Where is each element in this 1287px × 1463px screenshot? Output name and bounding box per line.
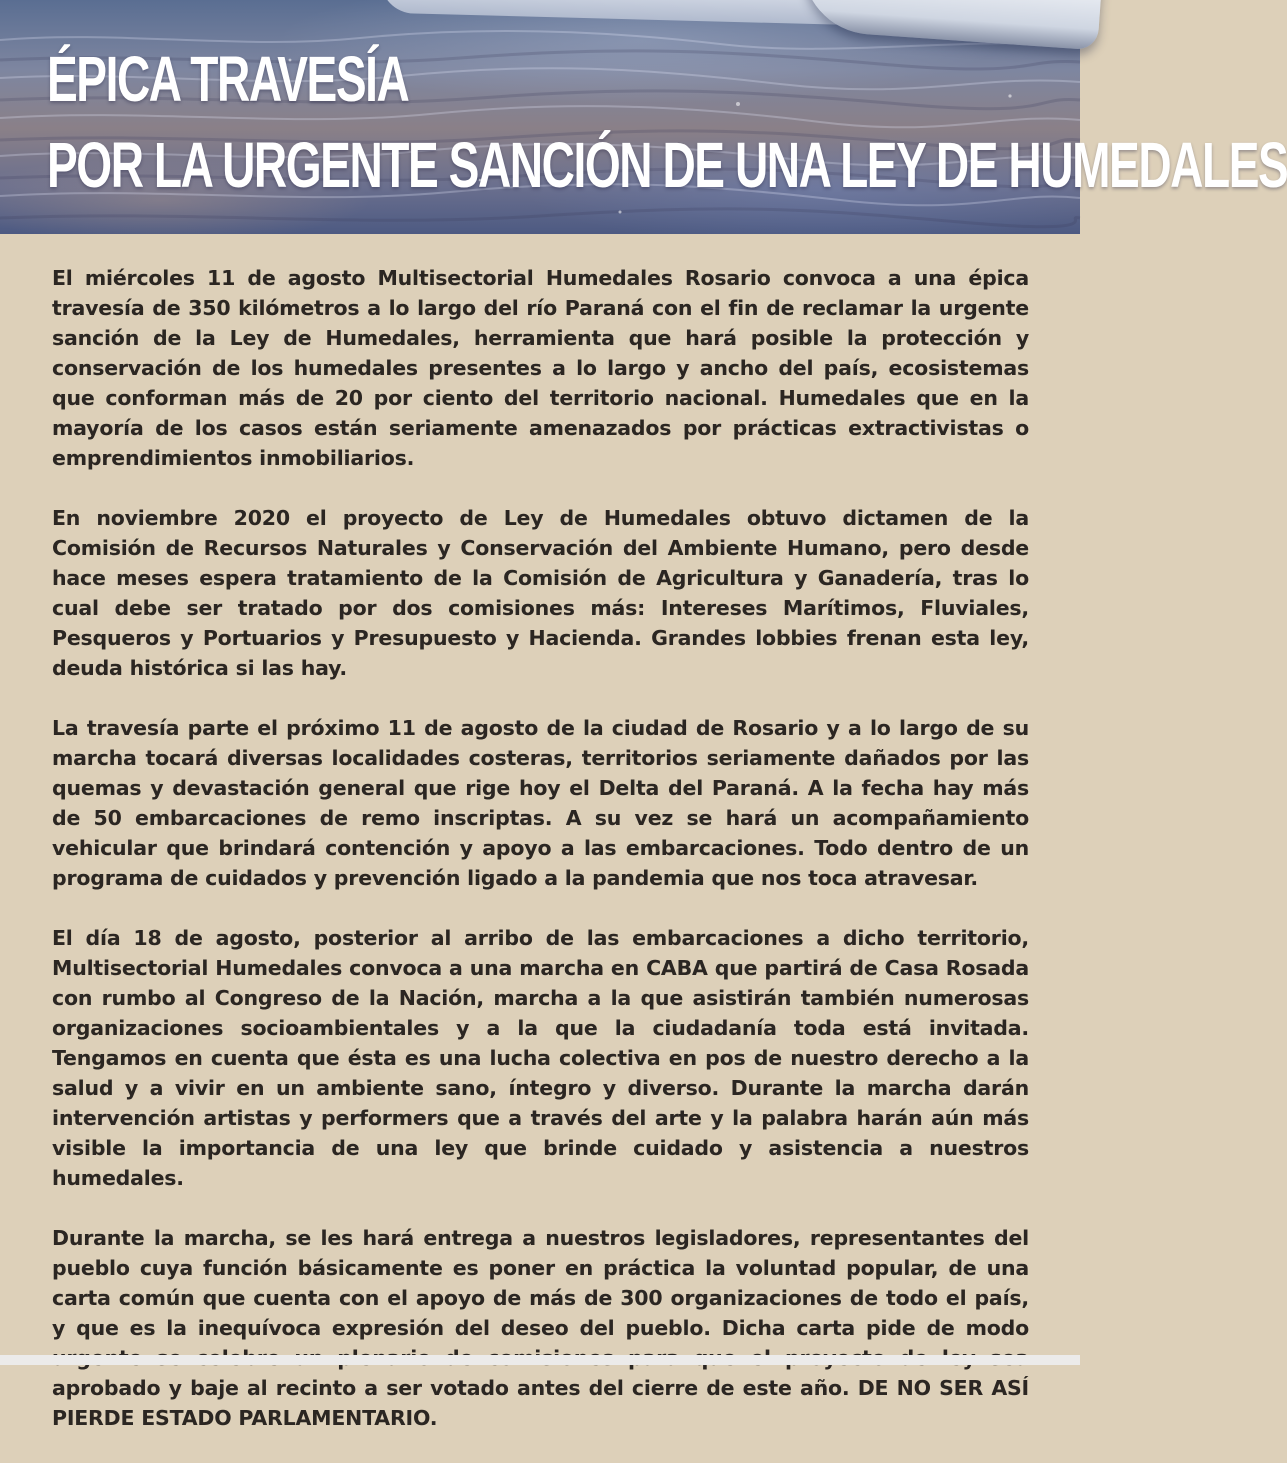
bottom-divider: [0, 1355, 1080, 1365]
paragraph-2: En noviembre 2020 el proyecto de Ley de Humedales obtuvo dictamen de la Comisión de Recursos Naturales y Conservación del Ambiente Humano, pero desde hace meses espera tratamiento de la Comisión de Agricultura y Ganadería, tras lo cual debe ser tratado por dos comisiones más: Intereses Marítimos, Fluviales, Pesqueros y Portuarios y Presupuesto y Hacienda. Grandes lobbies frenan esta ley, deuda histórica si las hay.: [52, 506, 1029, 680]
paragraph-3: La travesía parte el próximo 11 de agosto de la ciudad de Rosario y a lo largo de su marcha tocará diversas localidades costeras, territorios seriamente dañados por las quemas y devastación general que rige hoy el Delta del Paraná. A la fecha hay más de 50 embarcaciones de remo inscriptas. A su vez se hará un acompañamiento vehicular que brindará contención y apoyo a las embarcaciones. Todo dentro de un programa de cuidados y prevención ligado a la pandemia que nos toca atravesar.: [52, 716, 1029, 890]
paragraph-4: El día 18 de agosto, posterior al arribo de las embarcaciones a dicho territorio, Multisectorial Humedales convoca a una marcha en CABA que partirá de Casa Rosada con rumbo al Congreso de la Nación, marcha a la que asistirán también numerosas organizaciones socioambientales y a la que la ciudadanía toda está invitada. Tengamos en cuenta que ésta es una lucha colectiva en pos de nuestro derecho a la salud y a vivir en un ambiente sano, íntegro y diverso. Durante la marcha darán intervención artistas y performers que a través del arte y la palabra harán aún más visible la importancia de una ley que brinde cuidado y asistencia a nuestros humedales.: [52, 926, 1029, 1190]
page-title: [47, 36, 1287, 208]
header-banner: [0, 0, 1287, 234]
title-line-1: ÉPICA TRAVESÍA: [47, 43, 409, 115]
title-line-2: POR LA URGENTE SANCIÓN DE UNA LEY DE HUMEDALES: [47, 129, 1287, 201]
article-body: [52, 263, 1029, 1463]
paragraph-5: Durante la marcha, se les hará entrega a nuestros legisladores, representantes del pueblo cuya función básicamente es poner en práctica la voluntad popular, de una carta común que cuenta con el apoyo de más de 300 organizaciones de todo el país, y que es la inequívoca expresión del deseo del pueblo. Dicha carta pide de modo aprobado y baje al recinto a ser votado antes del cierre de este año. DE NO SER ASÍ PIERDE ESTADO PARLAMENTARIO.: [52, 1226, 1029, 1430]
paragraph-1: El miércoles 11 de agosto Multisectorial Humedales Rosario convoca a una épica travesía de 350 kilómetros a lo largo del río Paraná con el fin de reclamar la urgente sanción de la Ley de Humedales, herramienta que hará posible la protección y conservación de los humedales presentes a lo largo y ancho del país, ecosistemas que conforman más de 20 por ciento del territorio nacional. Humedales que en la mayoría de los casos están seriamente amenazados por prácticas extractivistas o emprendimientos inmobiliarios.: [52, 266, 1029, 470]
